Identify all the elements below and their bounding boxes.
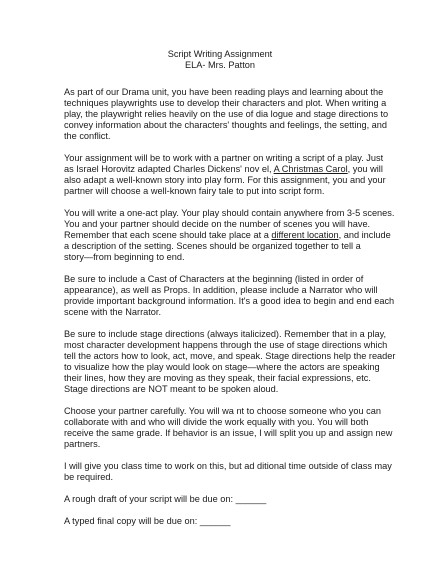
paragraph-rough-draft-due — [64, 494, 394, 505]
teacher-line: ELA- Mrs. Patton — [185, 60, 255, 70]
text-line: tell the actors how to look, act, move, and speak. Stage directions help the reader — [64, 351, 396, 361]
text-line: partner will choose a well-known fairy tale to put into script form. — [64, 186, 325, 196]
text-line: convey information about the characters' thoughts and feelings, the setting, and — [64, 120, 388, 130]
text-line: Be sure to include a Cast of Characters at the beginning (listed in order of — [64, 274, 364, 284]
text-segment: , and include — [338, 230, 391, 240]
paragraph-stage-directions — [64, 329, 394, 395]
text-line — [64, 230, 394, 241]
paragraph-cast — [64, 274, 394, 318]
text-line: A typed final copy will be due on: ______ — [64, 516, 231, 526]
paragraph-assignment — [64, 153, 394, 197]
assignment-title: Script Writing Assignment — [167, 49, 273, 59]
text-line: scene with the Narrator. — [64, 307, 162, 317]
text-line: story—from beginning to end. — [64, 252, 185, 262]
text-line: As part of our Drama unit, you have been reading plays and learning about the — [64, 87, 384, 97]
paragraph-final-copy-due — [64, 516, 394, 527]
text-line: Your assignment will be to work with a partner on writing a script of a play. Just — [64, 153, 384, 163]
text-line: Choose your partner carefully. You will wa nt to choose someone who you can — [64, 406, 381, 416]
document-header — [0, 49, 440, 71]
text-line — [64, 164, 394, 175]
paragraph-partner — [64, 406, 394, 450]
text-line: be required. — [64, 472, 114, 482]
text-line: collaborate with and who will divide the work equally with you. You will both — [64, 417, 369, 427]
text-line: the conflict. — [64, 131, 111, 141]
text-line: techniques playwrights use to develop their characters and plot. When writing a — [64, 98, 387, 108]
text-line: receive the same grade. If behavior is an issue, I will split you up and assign new — [64, 428, 393, 438]
different-location-underlined: different location — [271, 230, 339, 240]
text-line: also adapt a well-known story into play form. For this assignment, you and your — [64, 175, 386, 185]
paragraph-class-time — [64, 461, 394, 483]
text-line: a description of the setting. Scenes should be organized together to tell a — [64, 241, 361, 251]
text-line: provide important background information. It's a good idea to begin and end each — [64, 296, 395, 306]
text-line: You and your partner should decide on the number of scenes you will have. — [64, 219, 371, 229]
text-line: partners. — [64, 439, 101, 449]
text-line: Stage directions are NOT meant to be spoken aloud. — [64, 384, 279, 394]
book-title-underlined: A Christmas Carol — [273, 164, 348, 174]
text-line: most character development happens through the use of stage directions which — [64, 340, 388, 350]
paragraph-intro — [64, 87, 394, 142]
text-segment: Remember that each scene should take place at a — [64, 230, 272, 240]
text-line: appearance), as well as Props. In addition, please include a Narrator who will — [64, 285, 378, 295]
text-segment: as Israel Horovitz adapted Charles Dickens' nov el, — [64, 164, 274, 174]
text-line: A rough draft of your script will be due on: ______ — [64, 494, 267, 504]
text-line: play, the playwright relies heavily on the use of dia logue and stage directions to — [64, 109, 389, 119]
text-line: Be sure to include stage directions (always italicized). Remember that in a play, — [64, 329, 387, 339]
text-line: to visualize how the play would look on stage—where the actors are speaking — [64, 362, 380, 372]
text-line: I will give you class time to work on this, but ad ditional time outside of class may — [64, 461, 392, 471]
text-segment: , you will — [347, 164, 383, 174]
document-body — [64, 87, 394, 538]
text-line: You will write a one-act play. Your play should contain anywhere from 3-5 scenes. — [64, 208, 395, 218]
text-line: their lines, how they are moving as they speak, their facial expressions, etc. — [64, 373, 371, 383]
paragraph-one-act — [64, 208, 394, 263]
